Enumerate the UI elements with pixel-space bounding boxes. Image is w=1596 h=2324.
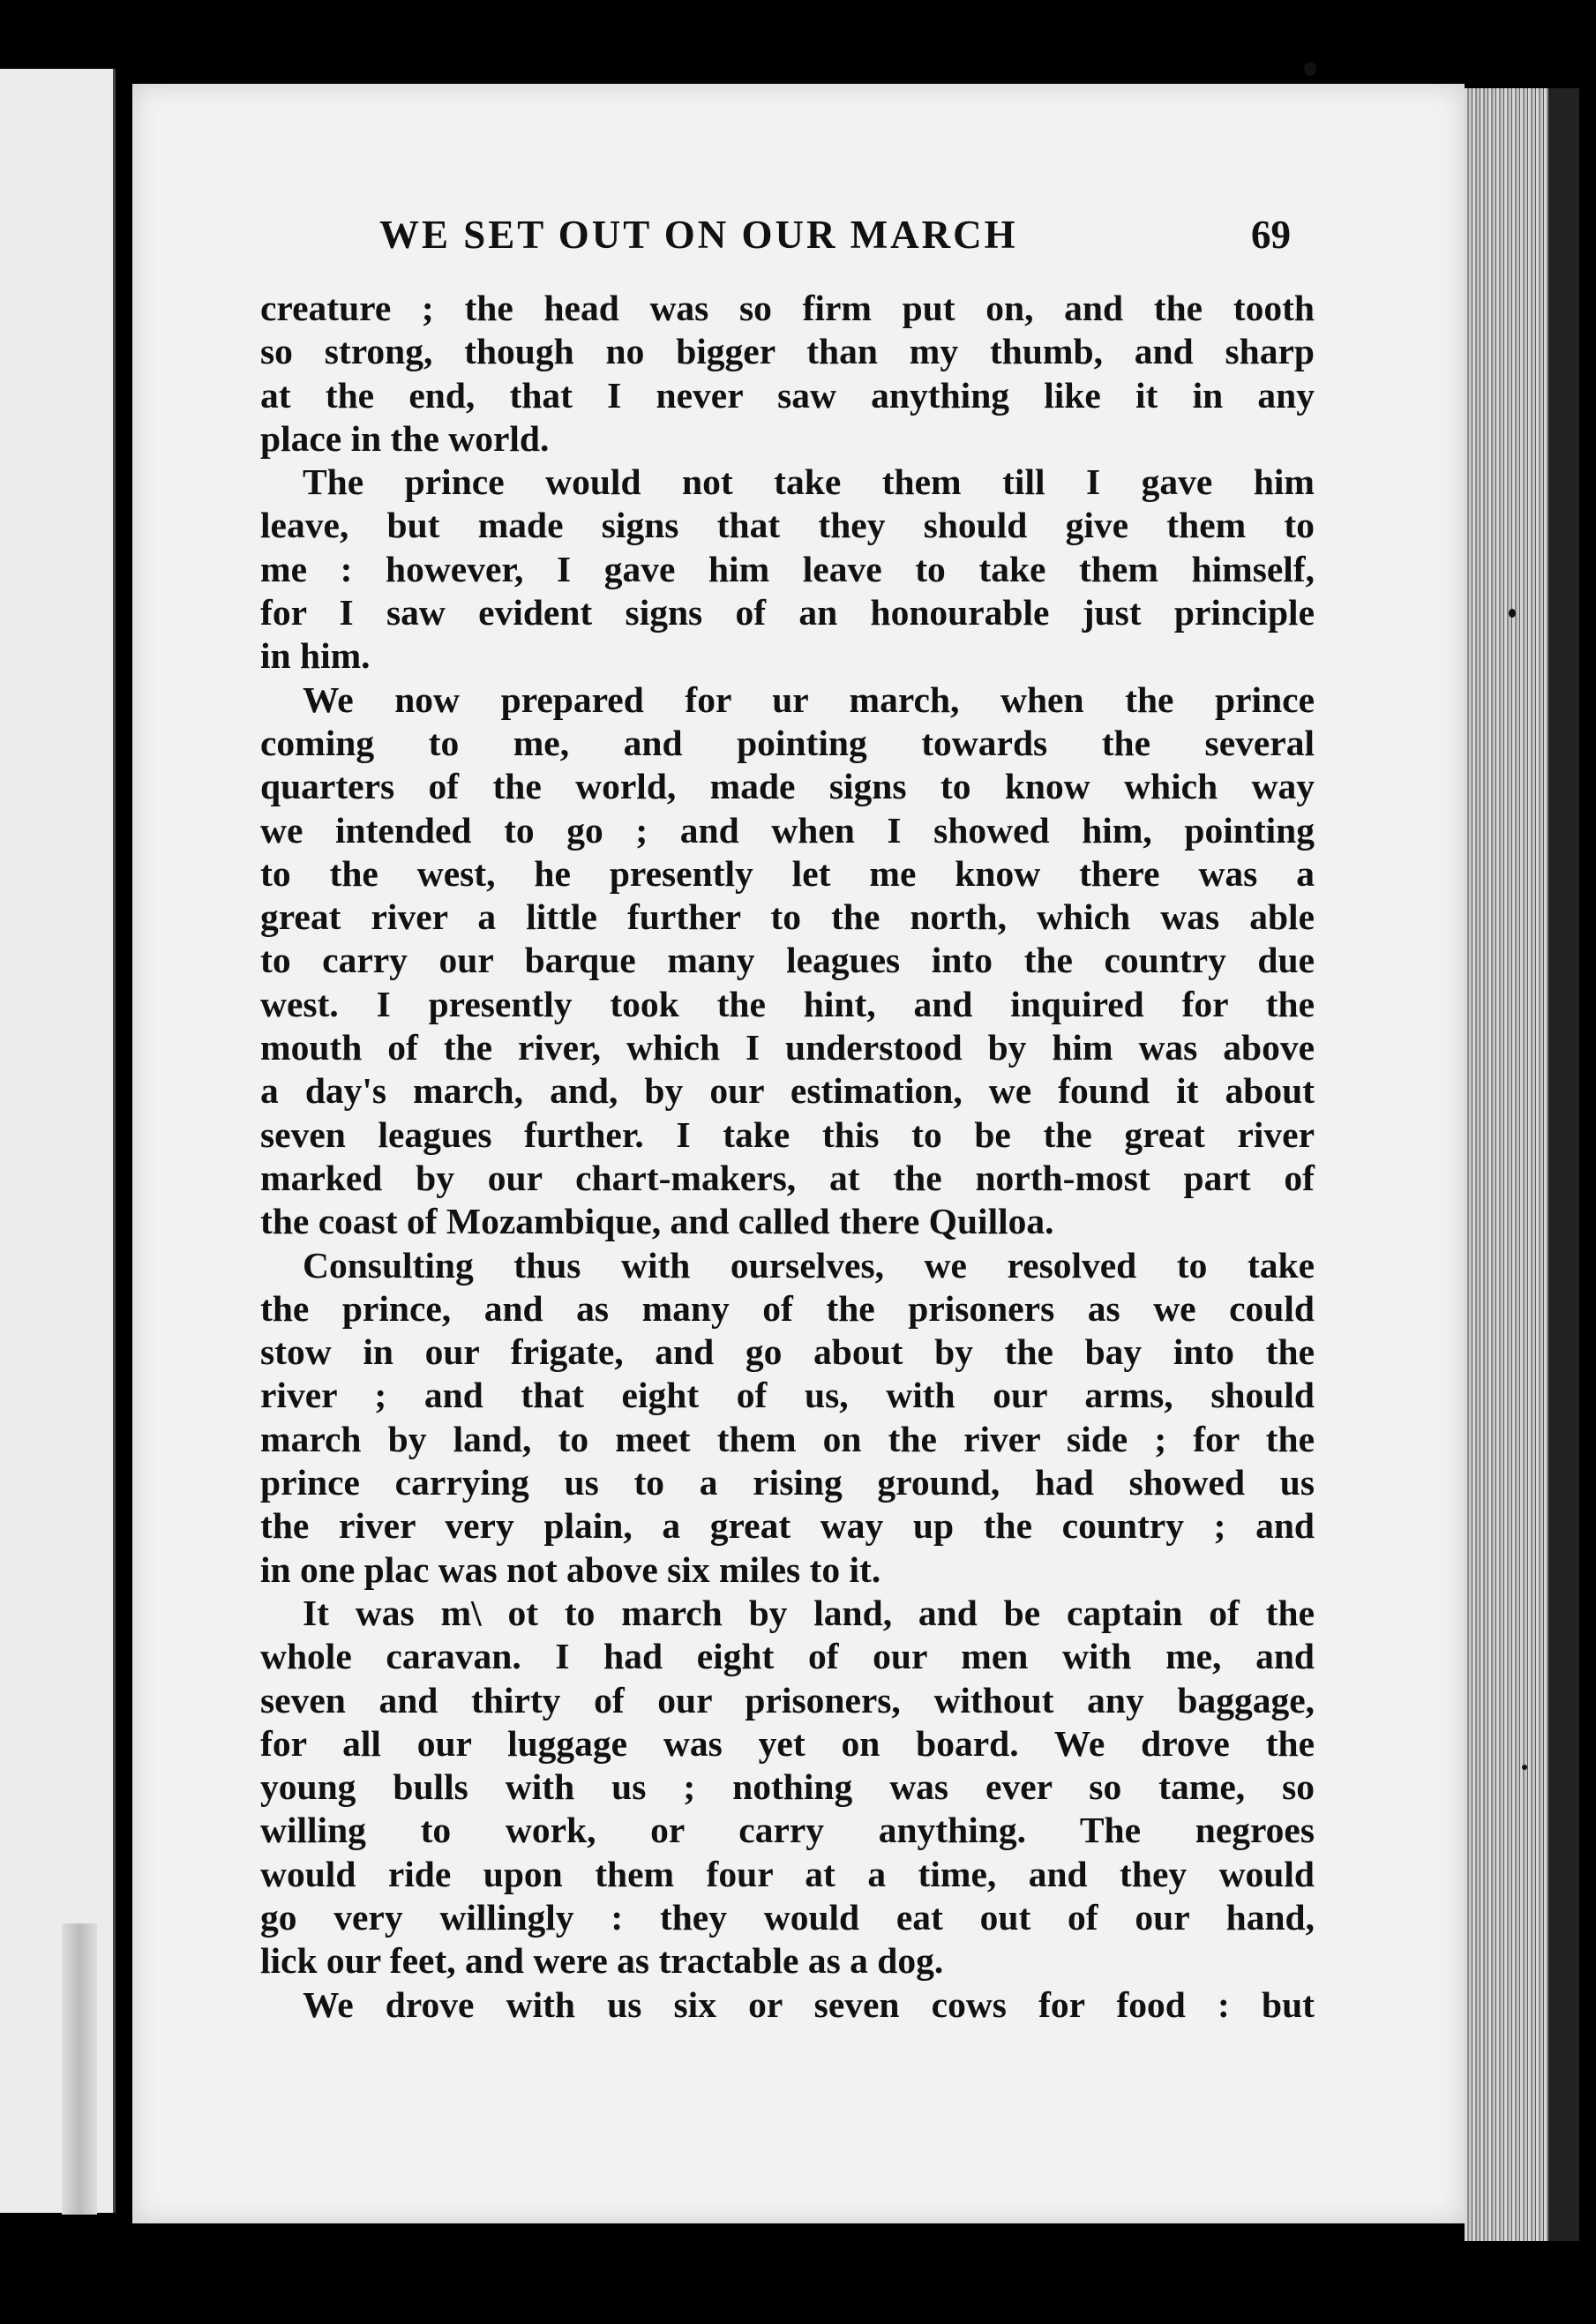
text-line: to the west, he presently let me know there was a (260, 852, 1315, 894)
paragraph (260, 1244, 1315, 1592)
text-line: seven leagues further. I take this to be the great river (260, 1113, 1315, 1155)
text-line: in one plac was not above six miles to it. (260, 1548, 881, 1590)
text-line: stow in our frigate, and go about by the bay into the (260, 1331, 1315, 1373)
text-line: a day's march, and, by our estimation, we found it about (260, 1070, 1315, 1112)
previous-page-sliver (0, 69, 116, 2213)
previous-page-edge (62, 1923, 97, 2215)
scan-speck (1522, 1765, 1527, 1770)
text-line: river ; and that eight of us, with our arms, should (260, 1375, 1315, 1416)
text-line: in him. (260, 635, 371, 677)
text-line: we intended to go ; and when I showed him, pointing (260, 809, 1315, 851)
text-line: place in the world. (260, 417, 550, 459)
text-line: We now prepared for ur march, when the prince (303, 678, 1315, 720)
text-line: young bulls with us ; nothing was ever so tame, so (260, 1766, 1315, 1808)
text-line: the river very plain, a great way up the country ; and (260, 1505, 1315, 1547)
text-line: so strong, though no bigger than my thumb, and sharp (260, 331, 1315, 372)
text-line: leave, but made signs that they should give them to (260, 505, 1315, 546)
scan-speck (1304, 62, 1316, 76)
page-number: 69 (1251, 213, 1291, 257)
text-line: the coast of Mozambique, and called there Quilloa. (260, 1201, 1054, 1242)
text-line: mouth of the river, which I understood by him was above (260, 1027, 1315, 1068)
text-line: marked by our chart-makers, at the north-most part of (260, 1157, 1315, 1198)
text-line: go very willingly : they would eat out of our hand, (260, 1896, 1315, 1938)
text-line: west. I presently took the hint, and inquired for the (260, 983, 1315, 1024)
text-line: It was m\ ot to march by land, and be captain of the (303, 1592, 1315, 1633)
text-line: march by land, to meet them on the river side ; for the (260, 1418, 1315, 1459)
paragraph (260, 678, 1315, 1244)
text-line: creature ; the head was so firm put on, and the tooth (260, 288, 1315, 328)
text-line: seven and thirty of our prisoners, without any baggage, (260, 1679, 1315, 1721)
text-line: whole caravan. I had eight of our men with me, and (260, 1636, 1315, 1677)
body-text (260, 287, 1315, 2027)
text-line: to carry our barque many leagues into the country due (260, 940, 1315, 981)
text-line: at the end, that I never saw anything like it in any (260, 374, 1315, 416)
text-line: great river a little further to the north, which was able (260, 896, 1315, 938)
text-line: me : however, I gave him leave to take them himself, (260, 548, 1315, 589)
text-line: the prince, and as many of the prisoners as we could (260, 1287, 1315, 1329)
paragraph (260, 1592, 1315, 1983)
text-line: lick our feet, and were as tractable as a dog. (260, 1940, 944, 1982)
text-line: would ride upon them four at a time, and they would (260, 1853, 1315, 1894)
text-line: prince carrying us to a rising ground, had showed us (260, 1462, 1315, 1503)
paragraph (260, 461, 1315, 678)
text-line: willing to work, or carry anything. The negroes (260, 1810, 1315, 1851)
text-line: quarters of the world, made signs to know which way (260, 766, 1315, 807)
text-line: for all our luggage was yet on board. We drove the (260, 1722, 1315, 1764)
text-line: Consulting thus with ourselves, we resolved to take (303, 1244, 1315, 1286)
text-line: We drove with us six or seven cows for food : but (303, 1983, 1315, 2025)
page-edges-shadow (1548, 88, 1579, 2241)
page-header (132, 124, 1465, 257)
paragraph (260, 287, 1315, 461)
text-line: coming to me, and pointing towards the several (260, 722, 1315, 763)
text-line: for I saw evident signs of an honourable just principle (260, 592, 1315, 633)
scan-speck (1509, 609, 1516, 618)
running-head: WE SET OUT ON OUR MARCH (379, 213, 1018, 257)
text-line: The prince would not take them till I gave him (303, 461, 1315, 503)
paragraph (260, 1983, 1315, 2027)
